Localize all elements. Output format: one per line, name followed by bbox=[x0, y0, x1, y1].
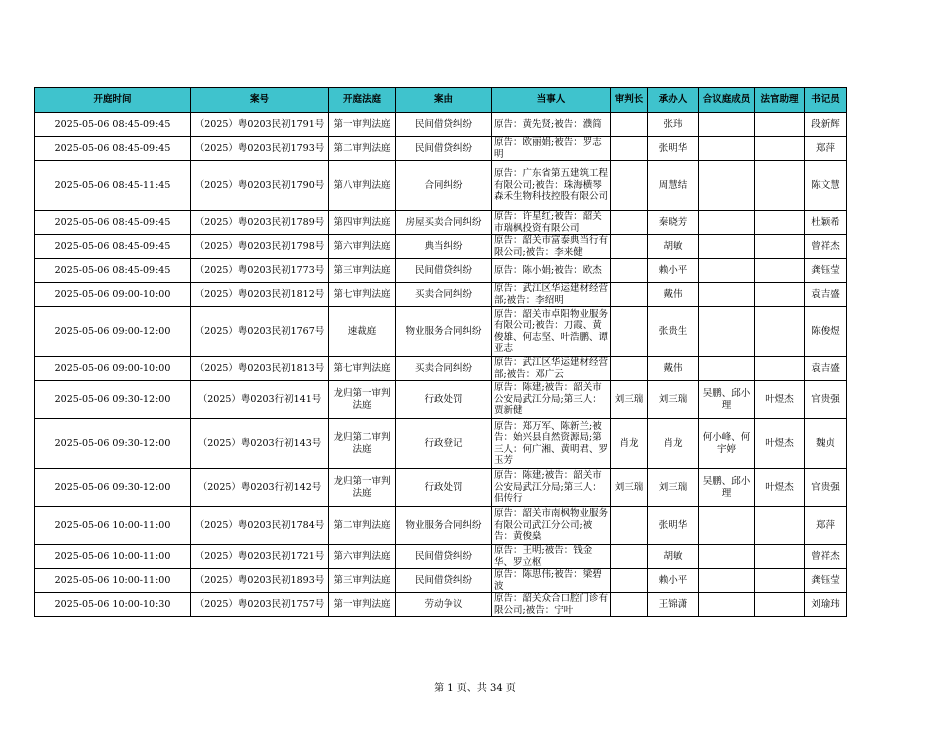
cell-court: 第四审判法庭 bbox=[329, 211, 396, 235]
cell-handler: 周慧结 bbox=[648, 161, 699, 211]
cell-panel-members bbox=[699, 113, 755, 137]
cell-judge-assistant bbox=[755, 113, 805, 137]
cell-panel-members bbox=[699, 259, 755, 283]
cell-judge-assistant bbox=[755, 259, 805, 283]
table-row bbox=[35, 419, 847, 469]
cell-cause: 民间借贷纠纷 bbox=[396, 259, 492, 283]
cell-presiding-judge bbox=[611, 235, 648, 259]
cell-time: 2025-05-06 10:00-11:00 bbox=[35, 569, 191, 593]
cell-case-number: （2025）粤0203民初1789号 bbox=[191, 211, 329, 235]
cell-judge-assistant: 叶煜杰 bbox=[755, 419, 805, 469]
cell-time: 2025-05-06 08:45-09:45 bbox=[35, 259, 191, 283]
table-row bbox=[35, 593, 847, 617]
cell-time: 2025-05-06 09:30-12:00 bbox=[35, 381, 191, 419]
cell-judge-assistant bbox=[755, 357, 805, 381]
cell-cause: 典当纠纷 bbox=[396, 235, 492, 259]
cell-judge-assistant bbox=[755, 283, 805, 307]
col-header-cause: 案由 bbox=[396, 88, 492, 113]
cell-court: 龙归第一审判法庭 bbox=[329, 381, 396, 419]
table-row bbox=[35, 357, 847, 381]
cell-clerk: 曾祥杰 bbox=[805, 545, 847, 569]
cell-panel-members bbox=[699, 357, 755, 381]
cell-presiding-judge bbox=[611, 357, 648, 381]
cell-case-number: （2025）粤0203民初1773号 bbox=[191, 259, 329, 283]
cell-handler: 赖小平 bbox=[648, 259, 699, 283]
cell-presiding-judge bbox=[611, 283, 648, 307]
page-footer: 第 1 页、共 34 页 bbox=[434, 683, 516, 694]
cell-panel-members bbox=[699, 211, 755, 235]
table-row bbox=[35, 259, 847, 283]
cell-handler: 刘三瑞 bbox=[648, 469, 699, 507]
cell-clerk: 袁吉盛 bbox=[805, 283, 847, 307]
cell-panel-members: 吴鹏、邱小理 bbox=[699, 469, 755, 507]
cell-cause: 民间借贷纠纷 bbox=[396, 569, 492, 593]
cell-panel-members bbox=[699, 545, 755, 569]
cell-panel-members bbox=[699, 283, 755, 307]
cell-panel-members: 吴鹏、邱小理 bbox=[699, 381, 755, 419]
cell-panel-members bbox=[699, 137, 755, 161]
cell-case-number: （2025）粤0203民初1757号 bbox=[191, 593, 329, 617]
cell-handler: 张贵生 bbox=[648, 307, 699, 357]
table-row bbox=[35, 307, 847, 357]
cell-parties: 原告：武江区华运建材经营部;被告：李绍明 bbox=[492, 283, 611, 307]
cell-parties: 原告：武江区华运建材经营部;被告：邓广云 bbox=[492, 357, 611, 381]
cell-clerk: 郑萍 bbox=[805, 137, 847, 161]
cell-panel-members bbox=[699, 235, 755, 259]
cell-case-number: （2025）粤0203民初1784号 bbox=[191, 507, 329, 545]
cell-parties: 原告：广东省第五建筑工程有限公司;被告：珠海横琴森禾生物科技控股有限公司 bbox=[492, 161, 611, 211]
cell-clerk: 郑萍 bbox=[805, 507, 847, 545]
cell-clerk: 龚钰莹 bbox=[805, 569, 847, 593]
cell-court: 速裁庭 bbox=[329, 307, 396, 357]
cell-court: 第三审判法庭 bbox=[329, 569, 396, 593]
cell-handler: 戴伟 bbox=[648, 357, 699, 381]
cell-clerk: 陈文慧 bbox=[805, 161, 847, 211]
cell-presiding-judge bbox=[611, 161, 648, 211]
table-header-row bbox=[35, 88, 847, 113]
cell-cause: 物业服务合同纠纷 bbox=[396, 507, 492, 545]
cell-cause: 行政处罚 bbox=[396, 381, 492, 419]
cell-handler: 戴伟 bbox=[648, 283, 699, 307]
col-header-clerk: 书记员 bbox=[805, 88, 847, 113]
cell-clerk: 魏贞 bbox=[805, 419, 847, 469]
cell-case-number: （2025）粤0203行初141号 bbox=[191, 381, 329, 419]
cell-judge-assistant bbox=[755, 545, 805, 569]
cell-clerk: 刘瑜玮 bbox=[805, 593, 847, 617]
cell-case-number: （2025）粤0203民初1893号 bbox=[191, 569, 329, 593]
cell-presiding-judge bbox=[611, 211, 648, 235]
cell-parties: 原告：陈建;被告：韶关市公安局武江分局;第三人：贾新健 bbox=[492, 381, 611, 419]
cell-cause: 合同纠纷 bbox=[396, 161, 492, 211]
cell-presiding-judge: 刘三瑞 bbox=[611, 381, 648, 419]
cell-judge-assistant bbox=[755, 235, 805, 259]
cell-parties: 原告：韶关市卓阳物业服务有限公司;被告：刀霞、黄俊雄、何志坚、叶浩鹏、谭亚志 bbox=[492, 307, 611, 357]
cell-judge-assistant bbox=[755, 307, 805, 357]
cell-judge-assistant bbox=[755, 507, 805, 545]
cell-court: 第二审判法庭 bbox=[329, 507, 396, 545]
table-row bbox=[35, 137, 847, 161]
cell-cause: 民间借贷纠纷 bbox=[396, 137, 492, 161]
cell-time: 2025-05-06 08:45-11:45 bbox=[35, 161, 191, 211]
cell-cause: 买卖合同纠纷 bbox=[396, 283, 492, 307]
cell-presiding-judge bbox=[611, 507, 648, 545]
cell-parties: 原告：黄先贤;被告：濮简 bbox=[492, 113, 611, 137]
cell-handler: 王锦潇 bbox=[648, 593, 699, 617]
cell-court: 龙归第二审判法庭 bbox=[329, 419, 396, 469]
cell-handler: 赖小平 bbox=[648, 569, 699, 593]
cell-case-number: （2025）粤0203行初142号 bbox=[191, 469, 329, 507]
cell-time: 2025-05-06 08:45-09:45 bbox=[35, 211, 191, 235]
cell-panel-members bbox=[699, 593, 755, 617]
cell-time: 2025-05-06 09:00-12:00 bbox=[35, 307, 191, 357]
table-row bbox=[35, 211, 847, 235]
cell-judge-assistant: 叶煜杰 bbox=[755, 469, 805, 507]
cell-handler: 张玮 bbox=[648, 113, 699, 137]
cell-clerk: 段新辉 bbox=[805, 113, 847, 137]
cell-handler: 胡敏 bbox=[648, 235, 699, 259]
cell-handler: 肖龙 bbox=[648, 419, 699, 469]
cell-time: 2025-05-06 08:45-09:45 bbox=[35, 137, 191, 161]
cell-court: 第六审判法庭 bbox=[329, 545, 396, 569]
table-row bbox=[35, 161, 847, 211]
cell-court: 第三审判法庭 bbox=[329, 259, 396, 283]
col-header-parties: 当事人 bbox=[492, 88, 611, 113]
cell-time: 2025-05-06 10:00-11:00 bbox=[35, 545, 191, 569]
table-row bbox=[35, 507, 847, 545]
table-row bbox=[35, 381, 847, 419]
cell-judge-assistant: 叶煜杰 bbox=[755, 381, 805, 419]
cell-judge-assistant bbox=[755, 211, 805, 235]
cell-parties: 原告：王明;被告：钱金华、罗立枢 bbox=[492, 545, 611, 569]
cell-parties: 原告：欧丽娟;被告：罗志明 bbox=[492, 137, 611, 161]
cell-presiding-judge bbox=[611, 259, 648, 283]
cell-time: 2025-05-06 09:00-10:00 bbox=[35, 283, 191, 307]
cell-presiding-judge: 肖龙 bbox=[611, 419, 648, 469]
cell-time: 2025-05-06 10:00-11:00 bbox=[35, 507, 191, 545]
cell-presiding-judge bbox=[611, 545, 648, 569]
cell-parties: 原告：陈建;被告：韶关市公安局武江分局;第三人：佀传行 bbox=[492, 469, 611, 507]
cell-panel-members bbox=[699, 569, 755, 593]
cell-court: 第七审判法庭 bbox=[329, 357, 396, 381]
cell-presiding-judge bbox=[611, 569, 648, 593]
col-header-panel-members: 合议庭成员 bbox=[699, 88, 755, 113]
cell-time: 2025-05-06 09:00-10:00 bbox=[35, 357, 191, 381]
cell-presiding-judge: 刘三瑞 bbox=[611, 469, 648, 507]
cell-case-number: （2025）粤0203民初1767号 bbox=[191, 307, 329, 357]
cell-time: 2025-05-06 10:00-10:30 bbox=[35, 593, 191, 617]
cell-court: 第六审判法庭 bbox=[329, 235, 396, 259]
cell-cause: 行政处罚 bbox=[396, 469, 492, 507]
table-row bbox=[35, 545, 847, 569]
cell-case-number: （2025）粤0203行初143号 bbox=[191, 419, 329, 469]
table-body bbox=[35, 113, 847, 617]
cell-case-number: （2025）粤0203民初1721号 bbox=[191, 545, 329, 569]
cell-panel-members bbox=[699, 161, 755, 211]
cell-handler: 秦晓芳 bbox=[648, 211, 699, 235]
cell-presiding-judge bbox=[611, 113, 648, 137]
col-header-time: 开庭时间 bbox=[35, 88, 191, 113]
cell-time: 2025-05-06 09:30-12:00 bbox=[35, 469, 191, 507]
cell-case-number: （2025）粤0203民初1791号 bbox=[191, 113, 329, 137]
hearing-schedule-table bbox=[34, 87, 847, 617]
cell-judge-assistant bbox=[755, 593, 805, 617]
col-header-handler: 承办人 bbox=[648, 88, 699, 113]
cell-presiding-judge bbox=[611, 137, 648, 161]
cell-clerk: 官贵强 bbox=[805, 381, 847, 419]
table-row bbox=[35, 469, 847, 507]
cell-panel-members: 何小峰、何宇婷 bbox=[699, 419, 755, 469]
cell-handler: 刘三瑞 bbox=[648, 381, 699, 419]
cell-court: 龙归第一审判法庭 bbox=[329, 469, 396, 507]
cell-cause: 行政登记 bbox=[396, 419, 492, 469]
cell-time: 2025-05-06 09:30-12:00 bbox=[35, 419, 191, 469]
cell-case-number: （2025）粤0203民初1790号 bbox=[191, 161, 329, 211]
cell-clerk: 官贵强 bbox=[805, 469, 847, 507]
cell-court: 第二审判法庭 bbox=[329, 137, 396, 161]
table-row bbox=[35, 569, 847, 593]
cell-cause: 劳动争议 bbox=[396, 593, 492, 617]
cell-judge-assistant bbox=[755, 161, 805, 211]
cell-court: 第八审判法庭 bbox=[329, 161, 396, 211]
table-row bbox=[35, 283, 847, 307]
cell-presiding-judge bbox=[611, 307, 648, 357]
cell-clerk: 陈俊煜 bbox=[805, 307, 847, 357]
cell-handler: 张明华 bbox=[648, 137, 699, 161]
cell-presiding-judge bbox=[611, 593, 648, 617]
cell-case-number: （2025）粤0203民初1793号 bbox=[191, 137, 329, 161]
cell-judge-assistant bbox=[755, 137, 805, 161]
cell-parties: 原告：韶关市富泰典当行有限公司;被告：李来健 bbox=[492, 235, 611, 259]
cell-handler: 胡敏 bbox=[648, 545, 699, 569]
cell-cause: 买卖合同纠纷 bbox=[396, 357, 492, 381]
cell-parties: 原告：陈思伟;被告：梁碧波 bbox=[492, 569, 611, 593]
cell-court: 第一审判法庭 bbox=[329, 593, 396, 617]
cell-cause: 民间借贷纠纷 bbox=[396, 545, 492, 569]
cell-clerk: 袁吉盛 bbox=[805, 357, 847, 381]
cell-parties: 原告：郑万军、陈新兰;被告：始兴县自然资源局;第三人：何广湘、黄明君、罗玉芳 bbox=[492, 419, 611, 469]
col-header-presiding-judge: 审判长 bbox=[611, 88, 648, 113]
cell-case-number: （2025）粤0203民初1813号 bbox=[191, 357, 329, 381]
cell-clerk: 曾祥杰 bbox=[805, 235, 847, 259]
col-header-case-number: 案号 bbox=[191, 88, 329, 113]
cell-parties: 原告：韶关市南枫物业服务有限公司武江分公司;被告：黄俊燊 bbox=[492, 507, 611, 545]
cell-case-number: （2025）粤0203民初1812号 bbox=[191, 283, 329, 307]
cell-cause: 物业服务合同纠纷 bbox=[396, 307, 492, 357]
cell-cause: 民间借贷纠纷 bbox=[396, 113, 492, 137]
cell-clerk: 杜颖希 bbox=[805, 211, 847, 235]
cell-judge-assistant bbox=[755, 569, 805, 593]
cell-parties: 原告：韶关众合口腔门诊有限公司;被告：宁叶 bbox=[492, 593, 611, 617]
cell-case-number: （2025）粤0203民初1798号 bbox=[191, 235, 329, 259]
table-row bbox=[35, 113, 847, 137]
cell-handler: 张明华 bbox=[648, 507, 699, 545]
cell-court: 第七审判法庭 bbox=[329, 283, 396, 307]
cell-parties: 原告：许星红;被告：韶关市瑞枫投资有限公司 bbox=[492, 211, 611, 235]
cell-time: 2025-05-06 08:45-09:45 bbox=[35, 113, 191, 137]
cell-clerk: 龚钰莹 bbox=[805, 259, 847, 283]
col-header-court: 开庭法庭 bbox=[329, 88, 396, 113]
cell-time: 2025-05-06 08:45-09:45 bbox=[35, 235, 191, 259]
cell-parties: 原告：陈小娟;被告：欧杰 bbox=[492, 259, 611, 283]
cell-court: 第一审判法庭 bbox=[329, 113, 396, 137]
cell-cause: 房屋买卖合同纠纷 bbox=[396, 211, 492, 235]
cell-panel-members bbox=[699, 307, 755, 357]
col-header-judge-assistant: 法官助理 bbox=[755, 88, 805, 113]
cell-panel-members bbox=[699, 507, 755, 545]
table-row bbox=[35, 235, 847, 259]
